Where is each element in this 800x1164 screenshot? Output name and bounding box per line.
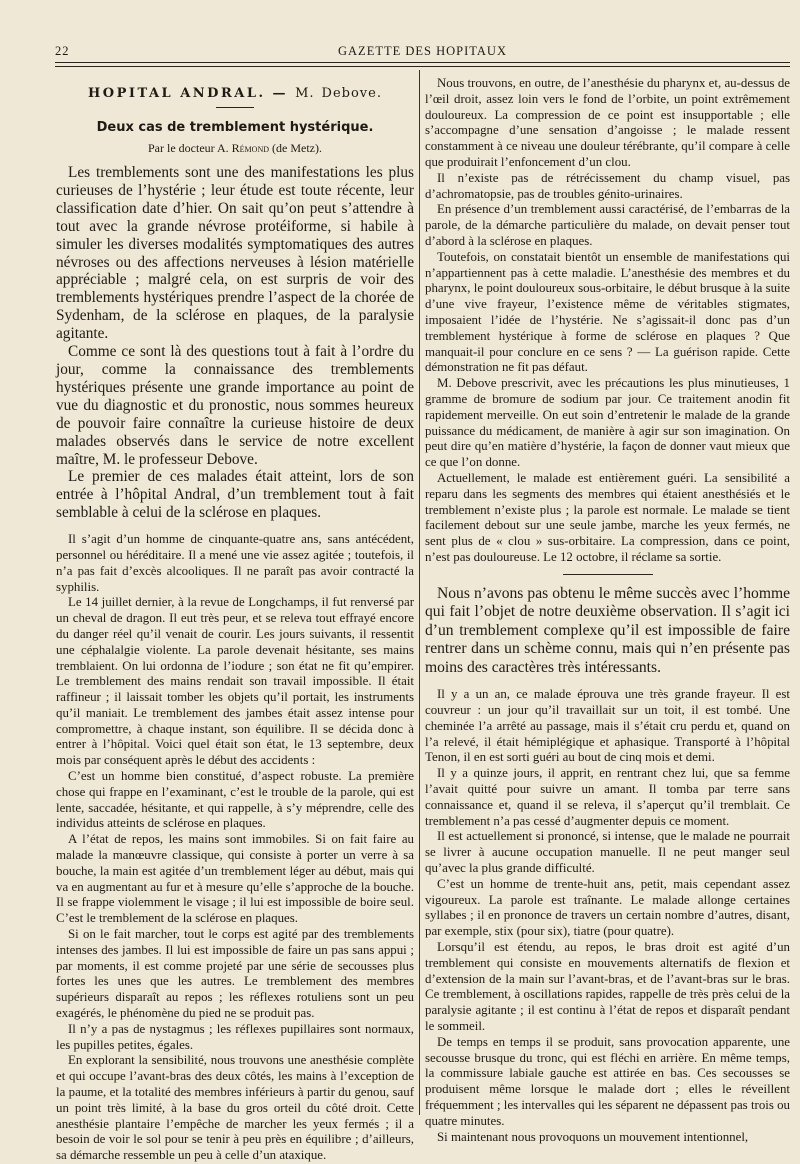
paragraph: A l’état de repos, les mains sont immobiles. Si on fait faire au malade la manœuvre classique, qui consiste à porter un verre à sa bouche, la main est agitée d’un tremblement léger au début, mais qui va en augmentant au fur et à mesure qu’elle s’approche de la bouche. Il se frappe violemment le visage ; il lui est impossible de boire seul. C’est le tremblement de la sclérose en plaques. [56,832,414,926]
paragraph: Le 14 juillet dernier, à la revue de Longchamps, il fut renversé par un cheval de dragon. Il eut très peur, et se releva tout effrayé encore du danger réel qu’il venait de courir. Les jours suivants, il ressentit une céphalalgie violente. La parole devenait hésitante, ses mains tremblaient. On lui ordonna de l’iodure ; son état ne fit qu’empirer. Le tremblement des mains rendait son travail impossible. Il était raffineur ; il laissait tomber les objets qu’il portait, les instruments qu’il maniait. Le tremblement des jambes était assez intense pour compromettre, à chaque instant, son équilibre. Il se décida donc à entrer à l’hôpital. Voici quel était son état, le 13 septembre, deux mois par conséquent après le début des accidents : [56,595,414,768]
paragraph: Actuellement, le malade est entièrement guéri. La sensibilité a reparu dans les segments des membres qui étaient anesthésiés et le tremblement n’existe plus ; la parole est normale. Le malade se tient facilement debout sur une seule jambe, marche les yeux fermés, ne sent plus de « clou » sus-orbitaire. La compression, dans ce point, n’est pas douloureuse. Le 12 octobre, il réclame sa sortie. [425,470,790,564]
paragraph: Si on le fait marcher, tout le corps est agité par des tremblements intenses des jambes. Il lui est impossible de faire un pas sans appui ; par moments, il est comme projeté par une série de secousses plus fortes les unes que les autres. Le tremblement des membres supérieurs disparaît au repos ; les réflexes rotuliens sont un peu exagérés, le phénomène du pied ne se produit pas. [56,927,414,1021]
header-rule-thin [55,66,790,67]
paragraph: En présence d’un tremblement aussi caractérisé, de l’embarras de la parole, de la démarche particulière du malade, on devait penser tout d’abord à la sclérose en plaques. [425,202,790,248]
paragraph: De temps en temps il se produit, sans provocation apparente, une secousse brusque du tronc, qui est fléchi en arrière. En même temps, la commissure labiale gauche est attirée en bas. Ces secousses se produisent même lorsque le malade dort ; elles le réveillent fréquemment ; les intervalles qui les séparent ne dépassent pas trois ou quatre minutes. [425,1034,790,1128]
paragraph: Il y a quinze jours, il apprit, en rentrant chez lui, que sa femme l’avait quitté pour suivre un amant. Il tomba par terre sans connaissance et, quand il se releva, il s’aperçut qu’il tremblait. Ce tremblement n’a pas cessé d’augmenter depuis ce moment. [425,766,790,828]
paragraph: Il y a un an, ce malade éprouva une très grande frayeur. Il est couvreur : un jour qu’il travaillait sur un toit, il est tombé. Une cheminée l’a arrêté au passage, mais il s’était cru perdu et, quand on l’a relevé, il était hémiplégique et aphasique. Transporté à l’hôpital Tenon, il en est sorti guéri au bout de cinq mois et demi. [425,687,790,765]
paragraph: Si maintenant nous provoquons un mouvement intentionnel, [437,1129,749,1144]
left-column [56,76,414,1163]
paragraph: Nous trouvons, en outre, de l’anesthésie du pharynx et, au-dessus de l’œil droit, assez loin vers le fond de l’orbite, un point extrêmement douloureux. La compression de ce point est insupportable ; elle s’accompagne d’une sensation d’angoisse ; le malade ressent constamment à ce niveau une douleur térébrante, qu’il compare à celle que produirait l’enfoncement d’un clou. [425,76,790,169]
paragraph: Comme ce sont là des questions tout à fait à l’ordre du jour, comme la connaissance des tremblements hystériques présente une grande importance au point de vue du diagnostic et du pronostic, nous sommes heureux de pouvoir faire connaître la curieuse histoire de deux malades observés dans le service de notre excellent maître, M. le professeur Debove. [56,343,414,468]
paragraph: Toutefois, on constatait bientôt un ensemble de manifestations qui n’appartiennent pas à cette maladie. L’anesthésie des membres et du pharynx, le point douloureux sous-orbitaire, le début brusque à la suite d’une vive frayeur, l’existence même de véritables stigmates, imposaient l’idée de l’hystérie. Ne s’agissait-il donc pas d’un tremblement hystérique à forme de sclérose en plaques ? Que manquait-il pour conclure en ce sens ? — La guérison rapide. Cette démonstration ne fit pas défaut. [425,249,790,375]
article-title: Deux cas de tremblement hystérique. [96,120,374,135]
paragraph: C’est un homme bien constitué, d’aspect robuste. La première chose qui frappe en l’examinant, c’est le trouble de la parole, qui est lente, saccadée, hésitante, et qui rappelle, à s’y méprendre, celle des individus atteints de sclérose en plaques. [56,769,414,831]
paragraph: Il n’existe pas de rétrécissement du champ visuel, pas d’achromatopsie, pas de troubles génito-urinaires. [425,170,790,201]
paragraph: Il est actuellement si prononcé, si intense, que le malade ne pourrait se livrer à aucune occupation manuelle. Il ne peut manger seul qu’avec la plus grande difficulté. [425,829,790,875]
paragraph: C’est un homme de trente-huit ans, petit, mais cependant assez vigoureux. La parole est traînante. Le malade allonge certaines syllabes ; il en prononce de travers un certain nombre d’autres, disant, par exemple, stix (pour six), tiatre (pour quatre). [425,876,790,939]
paragraph: Le premier de ces malades était atteint, lors de son entrée à l’hôpital Andral, d’un tremblement tout à fait semblable à celui de la sclérose en plaques. [56,468,414,522]
paragraph: En explorant la sensibilité, nous trouvons une anesthésie complète et qui occupe l’avant-bras des deux côtés, les mains à l’exception de la paume, et la totalité des membres inférieurs à partir du genou, sauf un point très limité, à la base du gros orteil du côté droit. Cette anesthésie plantaire l’empêche de marcher les yeux fermés ; il a besoin de voir le sol pour se tenir à peu près en équilibre ; d’ailleurs, sa démarche ressemble un peu à celle d’un ataxique. [56,1053,414,1163]
hospital-heading [56,86,414,101]
author-suffix: (de Metz). [272,141,322,155]
heading-dash: — [272,86,289,101]
running-header [55,44,790,60]
page-number: 22 [55,44,70,58]
journal-title: GAZETTE DES HOPITAUX [338,44,507,58]
author-name: Rémond [231,141,269,155]
heading-rule [216,107,254,108]
paragraph: Il n’y a pas de nystagmus ; les réflexes pupillaires sont normaux, les pupilles petites, égales. [56,1021,414,1052]
hospital-name: HOPITAL ANDRAL. [88,86,266,101]
chief-name: Debove. [321,86,382,101]
introduction [56,164,414,522]
observation-two [425,687,790,1145]
observation-one-continued [425,76,790,566]
author-prefix: Par le docteur A. [148,141,229,155]
right-column [425,76,790,1144]
chief-prefix: M. [295,86,315,101]
paragraph: Nous n’avons pas obtenu le même succès avec l’homme qui fait l’objet de notre deuxième observation. Il s’agit ici d’un tremblement complexe qu’il est impossible de faire rentrer dans un schème connu, mais qui n’en présente pas moins des caractères très intéressants. [425,584,790,676]
column-divider [419,70,420,1115]
transition-paragraph [425,585,790,678]
header-rule-thick [55,62,790,63]
article-byline [56,141,414,156]
paragraph: Lorsqu’il est étendu, au repos, le bras droit est agité d’un tremblement qui consiste en mouvements alternatifs de flexion et d’extension de la main sur l’avant-bras, et de l’avant-bras sur le bras. Ce tremblement, à oscillations rapides, rappelle de très près celui de la paralysie agitante ; il est continu à l’état de repos et disparaît pendant le sommeil. [425,939,790,1033]
paragraph: M. Debove prescrivit, avec les précautions les plus minutieuses, 1 gramme de bromure de sodium par jour. Ce traitement anodin fit rapidement merveille. On eut soin d’entretenir le malade de la grande puissance du médicament, de manière à agir sur son imagination. On peut dire qu’en matière d’hystérie, la façon de donner vaut mieux que ce que l’on donne. [425,376,790,470]
observation-one [56,532,414,1164]
paragraph: Les tremblements sont une des manifestations les plus curieuses de l’hystérie ; leur étude est toute récente, leur classification date d’hier. On sait qu’on peut s’attendre à tout avec la grande névrose protéiforme, si habile à simuler les diverses modalités symptomatiques des autres névroses ou des affections nerveuses à lésion matérielle appréciable ; malgré cela, on est surpris de voir des tremblements hystériques prendre l’aspect de la chorée de Sydenham, de la sclérose en plaques, de la paralysie agitante. [56,164,414,343]
paragraph: Il s’agit d’un homme de cinquante-quatre ans, sans antécédent, personnel ou héréditaire. Il a mené une vie assez agitée ; toutefois, il n’a pas fait d’excès alcooliques. Il ne paraît pas avoir contracté la syphilis. [56,532,414,594]
